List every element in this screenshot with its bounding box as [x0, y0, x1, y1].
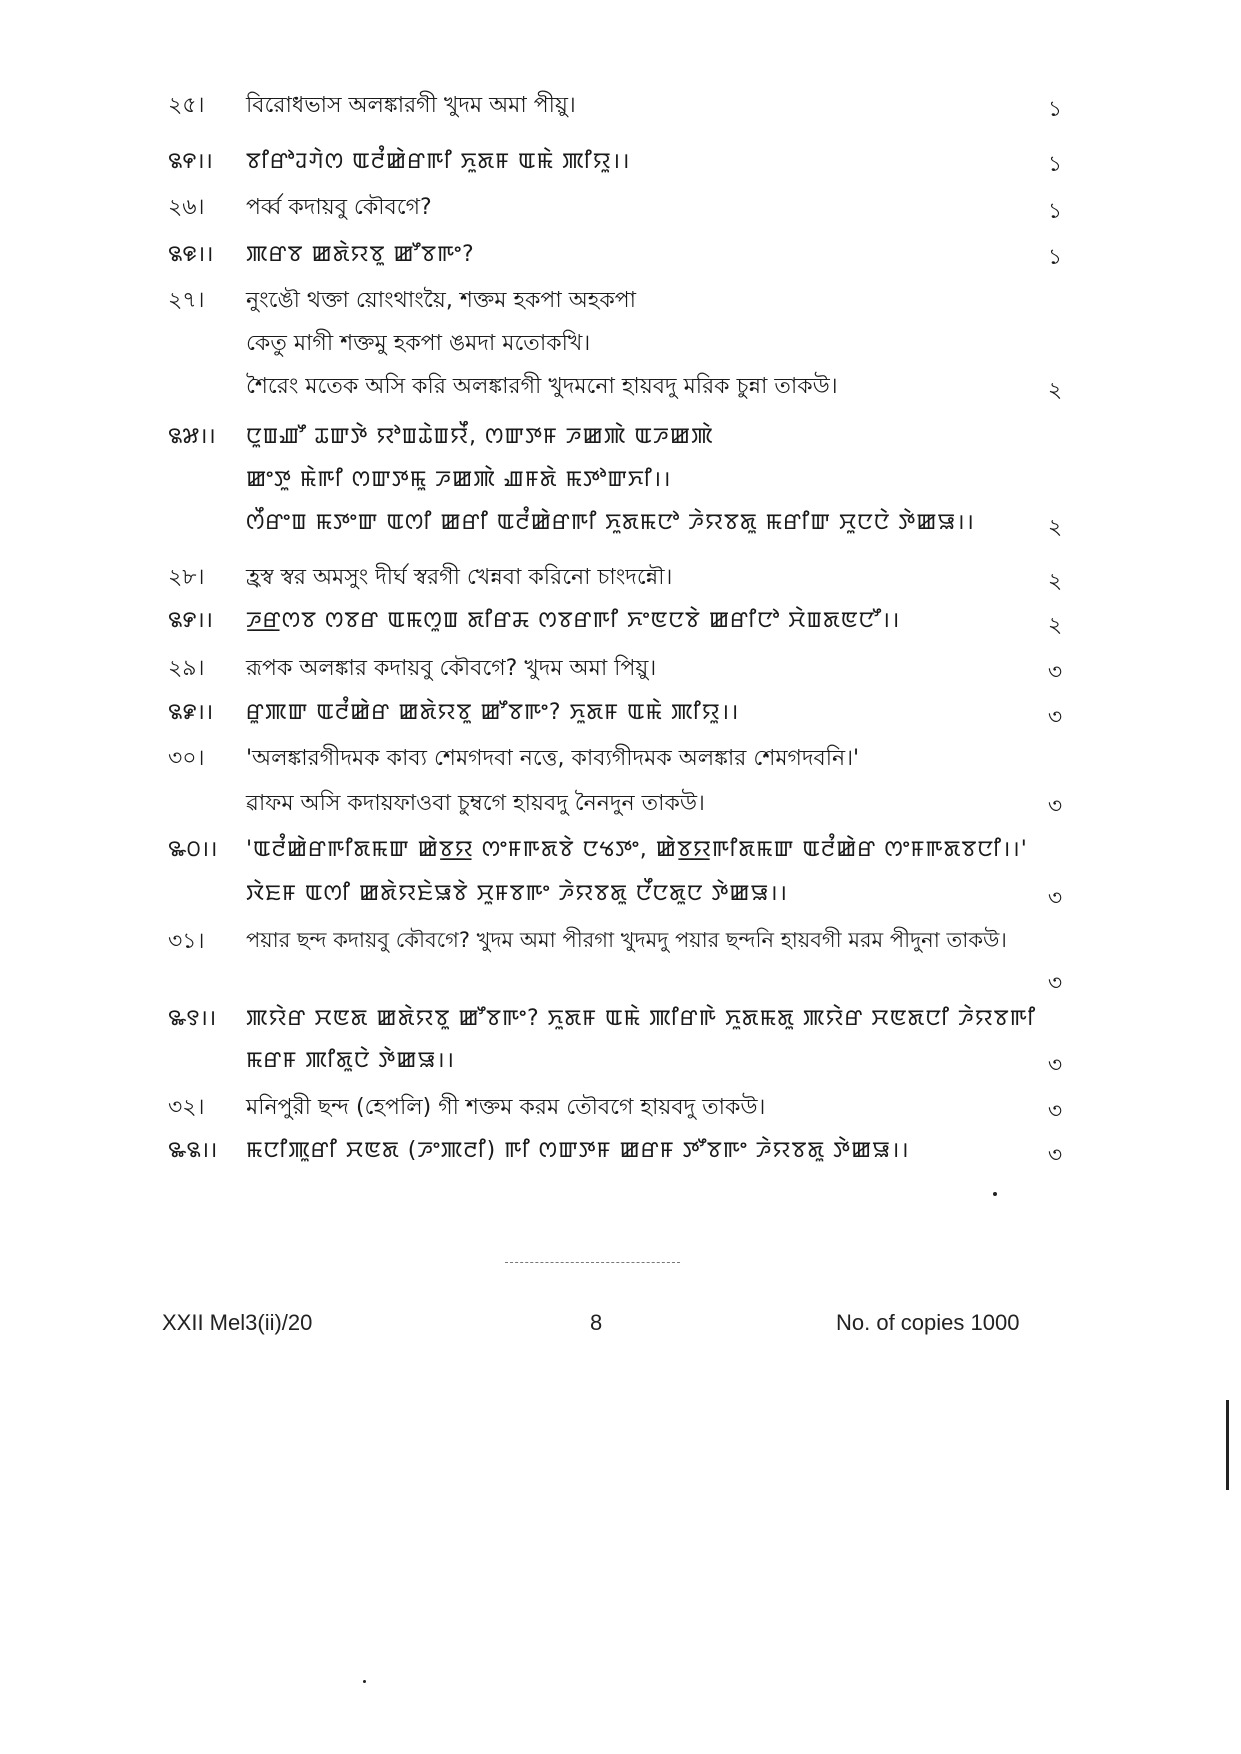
question-text: বিরোধভাস অলঙ্কারগী খুদম অমা পীয়ু। [246, 93, 576, 118]
question-marks: ৩ [1047, 886, 1063, 911]
question-text: ꯔꯨꯄꯛ ꯑꯂꯪꯀꯥꯔ ꯀꯗꯥꯌꯕꯨ ꯀꯧꯕꯒꯦ? ꯈꯨꯗꯝ ꯑꯃꯥ ꯄꯤꯌꯨ।। [246, 700, 740, 725]
question-text-line: শৈরেং মতেক অসি করি অলঙ্কারগী খুদমনো হায়বদু মরিক চুন্না তাকউ। [246, 374, 838, 399]
question-text-line: ꯁꯩꯔꯦꯡ ꯃꯇꯦꯛ ꯑꯁꯤ ꯀꯔꯤ ꯑꯂꯪꯀꯥꯔꯒꯤ ꯈꯨꯗꯃꯅꯣ ꯍꯥꯌꯕꯗꯨ ꯃꯔꯤꯛ ꯆꯨꯅꯅꯥ ꯇꯥꯀꯎ।। [246, 510, 975, 535]
copies-count: No. of copies 1000 [836, 1310, 1020, 1335]
question-marks: ২ [1047, 613, 1063, 638]
question-number: ꯲꯶।। [168, 242, 214, 267]
scan-speck [363, 1680, 366, 1683]
question-text-line: ৱাফম অসি কদায়ফাওবা চুম্বগে হায়বদু নৈনদুন তাকউ। [246, 791, 705, 816]
question-text-line: ꯃꯔꯝ ꯄꯤꯗꯨꯅꯥ ꯇꯥꯀꯎ।। [246, 1048, 455, 1073]
page-number: 8 [590, 1310, 603, 1335]
question-text-line: ꯀꯦꯇꯨ ꯃꯥꯒꯤ ꯁꯛꯇꯃꯨ ꯍꯀꯄꯥ ꯉꯝꯗꯥ ꯃꯇꯣꯛꯈꯤ।। [246, 467, 672, 492]
question-marks: ৩ [1047, 1143, 1063, 1168]
question-marks: ৩ [1047, 971, 1063, 996]
question-text-line: ꯋꯥꯐꯝ ꯑꯁꯤ ꯀꯗꯥꯌꯐꯥꯎꯕꯥ ꯆꯨꯝꯕꯒꯦ ꯍꯥꯌꯕꯗꯨ ꯅꯩꯅꯗꯨꯅ ꯇꯥꯀꯎ।। [246, 881, 788, 906]
question-text: ꯍ꯭ꯔꯁꯕ ꯁꯕꯔ ꯑꯃꯁꯨꯡ ꯗꯤꯔꯘ ꯁꯕꯔꯒꯤ ꯈꯦꯟꯅꯕꯥ ꯀꯔꯤꯅꯣ ꯆꯥꯡꯗꯟꯅꯧ।। [246, 608, 901, 633]
question-number: ৩১। [168, 929, 205, 954]
scan-edge-line [1226, 1400, 1229, 1490]
question-text-line: নুংঙৌ থক্তা য়োংথাংয়ৈ, শক্তম হকপা অহকপা [246, 288, 637, 313]
question-number: ꯲꯵।। [168, 149, 213, 174]
question-number: ২৮। [168, 565, 205, 590]
question-number: ꯲꯷।। [168, 424, 216, 449]
question-number: ꯲꯹।। [168, 700, 214, 725]
question-number: ৩২। [168, 1095, 205, 1120]
question-number: ৩০। [168, 746, 205, 771]
question-number: ২৫। [168, 93, 205, 118]
question-text-line: ꯅꯨꯡꯉꯧ ꯊꯛꯇꯥ ꯌꯣꯡꯊꯥꯡꯌꯩ, ꯁꯛꯇꯝ ꯍꯀꯄꯥ ꯑꯍꯀꯄꯥ [246, 424, 714, 449]
question-marks: ৩ [1047, 705, 1063, 730]
question-text: মনিপুরী ছন্দ (হেপলি) গী শক্তম করম তৌবগে হায়বদু তাকউ। [246, 1095, 766, 1120]
question-marks: ৩ [1047, 1053, 1063, 1078]
question-text-line: ꯄꯌꯥꯔ ꯆꯟꯗ ꯀꯗꯥꯌꯕꯨ ꯀꯧꯕꯒꯦ? ꯈꯨꯗꯝ ꯑꯃꯥ ꯄꯤꯔꯒꯥ ꯈꯨꯗꯃꯗꯨ ꯄꯌꯥꯔ ꯆꯟꯗꯅꯤ ꯍꯥꯌꯕꯒꯤ [246, 1006, 1037, 1031]
question-marks: ২ [1047, 569, 1063, 594]
question-number: ২৯। [168, 656, 205, 681]
end-divider [505, 1262, 680, 1263]
question-number: ꯲꯸।। [168, 608, 213, 633]
question-text: ꯕꯤꯔꯣꯙꯚꯥꯁ ꯑꯂꯪꯀꯥꯔꯒꯤ ꯈꯨꯗꯝ ꯑꯃꯥ ꯄꯤꯌꯨ।। [246, 149, 631, 174]
scan-speck [993, 1192, 997, 1196]
question-text-line: 'ꯑꯂꯪꯀꯥꯔꯒꯤꯗꯃꯛ ꯀꯥꯕ꯭ꯌ ꯁꯦꯝꯒꯗꯕꯥ ꯅꯠꯇꯦ, ꯀꯥꯕ꯭ꯌꯒꯤꯗꯃꯛ ꯑꯂꯪꯀꯥꯔ ꯁꯦꯝꯒꯗꯕꯅꯤ।।' [246, 837, 1028, 862]
question-text: রূপক অলঙ্কার কদায়বু কৌবগে? খুদম অমা পিয়ু। [246, 656, 657, 681]
question-marks: ৩ [1047, 1099, 1063, 1124]
question-text: ꯃꯅꯤꯄꯨꯔꯤ ꯆꯟꯗ (ꯍꯦꯄꯂꯤ) ꯒꯤ ꯁꯛꯇꯝ ꯀꯔꯝ ꯇꯧꯕꯒꯦ ꯍꯥꯌꯕꯗꯨ ꯇꯥꯀꯎ।। [246, 1138, 910, 1163]
question-number: ꯳꯲।। [168, 1138, 218, 1163]
question-text: হ্রস্ব স্বর অমসুং দীর্ঘ স্বরগী খেন্নবা করিনো চাংদন্নৌ। [246, 565, 673, 590]
paper-code: XXII Mel3(ii)/20 [162, 1310, 313, 1335]
question-text: ꯄꯔꯕ ꯀꯗꯥꯌꯕꯨ ꯀꯧꯕꯒꯦ? [246, 242, 475, 267]
question-marks: ২ [1047, 378, 1063, 403]
question-marks: ১ [1047, 245, 1063, 270]
question-text: পয়ার ছন্দ কদায়বু কৌবগে? খুদম অমা পীরগা খুদমদু পয়ার ছন্দনি হায়বগী মরম পীদুনা তাকউ। [246, 928, 1007, 952]
question-number: ꯳꯰।। [168, 837, 218, 862]
question-marks: ১ [1047, 199, 1063, 224]
question-text-line: কেতু মাগী শক্তমু হকপা ঙমদা মতোকখি। [246, 331, 591, 356]
question-number: ২৬। [168, 195, 205, 220]
question-marks: ১ [1047, 97, 1063, 122]
question-marks: ৩ [1047, 794, 1063, 819]
question-marks: ১ [1047, 152, 1063, 177]
question-number: ২৭। [168, 288, 205, 313]
question-number: ꯳꯱।। [168, 1006, 217, 1031]
question-text-line: 'অলঙ্কারগীদমক কাব্য শেমগদবা নত্তে, কাব্যগীদমক অলঙ্কার শেমগদবনি।' [246, 746, 860, 771]
question-text: পৰ্ব্ব কদায়বু কৌবগে? [246, 195, 432, 220]
question-marks: ৩ [1047, 660, 1063, 685]
question-marks: ২ [1047, 515, 1063, 540]
